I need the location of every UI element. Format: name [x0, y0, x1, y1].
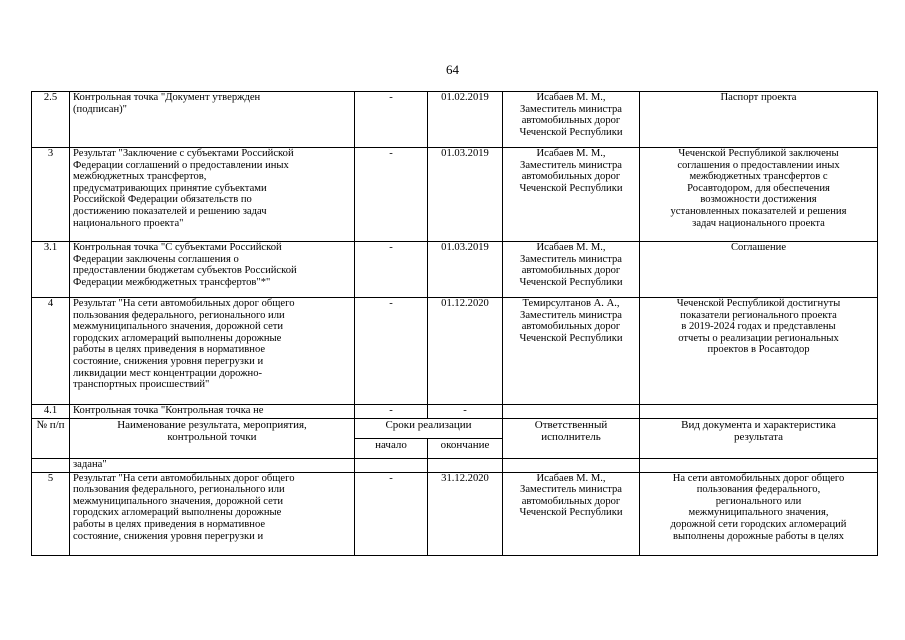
table-row	[32, 148, 878, 242]
cell-responsible: Темирсултанов А. А., Заместитель министра автомобильных дорог Чеченской Республики	[503, 298, 640, 405]
cell-start: -	[355, 242, 428, 298]
table-row	[32, 459, 878, 473]
cell-name: Результат "На сети автомобильных дорог общего пользования федерального, регионального или межмуниципального значения, дорожной сети городских агломераций выполнены дорожные работы в целях приведения в нормативное состояние, снижения уровня перегрузки и	[70, 472, 355, 555]
cell-num	[32, 459, 70, 473]
cell-name: Контрольная точка "Документ утвержден (подписан)"	[70, 92, 355, 148]
cell-end	[428, 459, 503, 473]
cell-doc: Чеченской Республикой заключены соглашения о предоставлении иных межбюджетных трансфертов с Росавтодором, для обеспечения возможности достижения установленных показателей и решения задач национального проекта	[640, 148, 878, 242]
cell-end: -	[428, 405, 503, 419]
table-row	[32, 92, 878, 148]
cell-responsible: Исабаев М. М., Заместитель министра автомобильных дорог Чеченской Республики	[503, 148, 640, 242]
table-row	[32, 242, 878, 298]
cell-end: 01.12.2020	[428, 298, 503, 405]
cell-doc: Соглашение	[640, 242, 878, 298]
cell-responsible	[503, 459, 640, 473]
cell-end: 31.12.2020	[428, 472, 503, 555]
cell-doc	[640, 459, 878, 473]
cell-end: 01.03.2019	[428, 242, 503, 298]
cell-doc: Паспорт проекта	[640, 92, 878, 148]
cell-name: Контрольная точка "С субъектами Российской Федерации заключены соглашения о предоставлении бюджетам субъектов Российской Федерации межбюджетных трансфертов"*"	[70, 242, 355, 298]
cell-name: Результат "На сети автомобильных дорог общего пользования федерального, регионального или межмуниципального значения, дорожной сети городских агломераций выполнены дорожные работы в целях приведения в нормативное состояние, снижения уровня перегрузки и ликвидации мест концентрации дорожно- транспортных происшествий"	[70, 298, 355, 405]
cell-doc: На сети автомобильных дорог общего пользования федерального, регионального или межмуниципального значения, дорожной сети городских агломераций выполнены дорожные работы в целях	[640, 472, 878, 555]
header-end: окончание	[428, 439, 503, 459]
cell-start: -	[355, 472, 428, 555]
cell-start: -	[355, 298, 428, 405]
cell-name: задана"	[70, 459, 355, 473]
cell-start: -	[355, 92, 428, 148]
header-name: Наименование результата, мероприятия, контрольной точки	[70, 419, 355, 459]
header-start: начало	[355, 439, 428, 459]
cell-end: 01.03.2019	[428, 148, 503, 242]
page-number: 64	[446, 62, 459, 77]
cell-start	[355, 459, 428, 473]
cell-num: 4	[32, 298, 70, 405]
header-period: Сроки реализации	[355, 419, 503, 439]
header-num: № п/п	[32, 419, 70, 459]
cell-responsible: Исабаев М. М., Заместитель министра автомобильных дорог Чеченской Республики	[503, 92, 640, 148]
table-row	[32, 472, 878, 555]
cell-responsible	[503, 405, 640, 419]
cell-start: -	[355, 405, 428, 419]
header-responsible: Ответственный исполнитель	[503, 419, 640, 459]
cell-responsible: Исабаев М. М., Заместитель министра автомобильных дорог Чеченской Республики	[503, 242, 640, 298]
table-row	[32, 405, 878, 419]
cell-doc: Чеченской Республикой достигнуты показатели регионального проекта в 2019-2024 годах и представлены отчеты о реализации региональных проектов в Росавтодор	[640, 298, 878, 405]
cell-num: 2.5	[32, 92, 70, 148]
header-doc: Вид документа и характеристика результата	[640, 419, 878, 459]
cell-doc	[640, 405, 878, 419]
cell-num: 3.1	[32, 242, 70, 298]
cell-num: 5	[32, 472, 70, 555]
cell-num: 4.1	[32, 405, 70, 419]
cell-num: 3	[32, 148, 70, 242]
implementation-plan-table	[31, 91, 878, 556]
header-row-1	[32, 419, 878, 439]
cell-end: 01.02.2019	[428, 92, 503, 148]
cell-responsible: Исабаев М. М., Заместитель министра автомобильных дорог Чеченской Республики	[503, 472, 640, 555]
cell-name: Результат "Заключение с субъектами Российской Федерации соглашений о предоставлении иных межбюджетных трансфертов, предусматривающих принятие субъектами Российской Федерации обязательств по достижению показателей и решению задач национального проекта"	[70, 148, 355, 242]
cell-name: Контрольная точка "Контрольная точка не	[70, 405, 355, 419]
table-row	[32, 298, 878, 405]
cell-start: -	[355, 148, 428, 242]
